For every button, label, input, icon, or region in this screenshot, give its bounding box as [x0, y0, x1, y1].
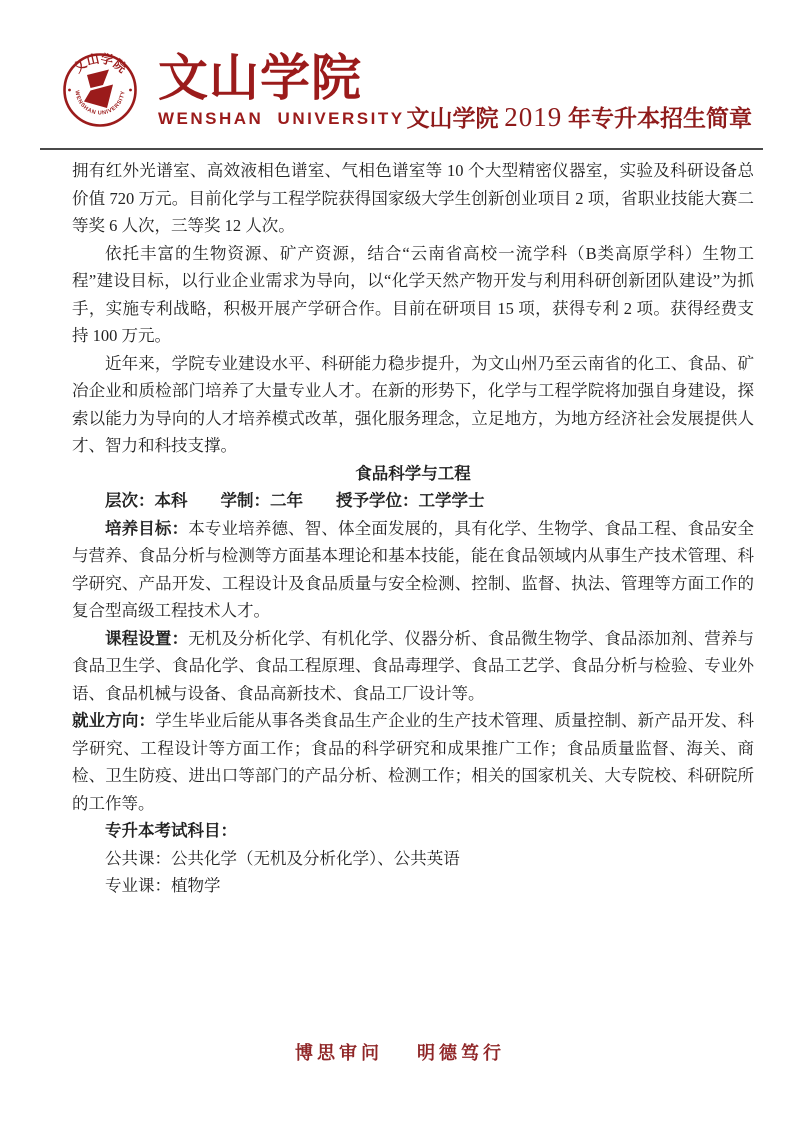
- program-meta-line: [72, 487, 754, 515]
- seal-left-dot: [68, 89, 71, 92]
- section-label: 课程设置：: [105, 628, 189, 648]
- section-text: 本专业培养德、智、体全面发展的，具有化学、生物学、食品工程、食品安全与营养、食品分析与检测等方面基本理论和基本技能，能在食品领域内从事生产技术管理、科学研究、产品开发、工程设计及食品质量与安全检测、控制、监督、执法、管理等方面工作的复合型高级工程技术人才。: [72, 518, 755, 620]
- meta-level-label: 层次：: [105, 491, 155, 510]
- meta-duration-label: 学制：: [220, 491, 270, 510]
- paragraph-text: 依托丰富的生物资源、矿产资源，结合“云南省高校一流学科（B类高原学科）生物工程”建设目标，以行业企业需求为导向，以“化学天然产物开发与利用科研创新团队建设”为抓手，实施专利战略，积极开展产学研合作。目前在研项目 15 项，获得专利 2 项。获得经费支持 100 万元。: [72, 243, 754, 345]
- section-label: 就业方向：: [72, 711, 156, 730]
- motto-right: 明德笃行: [417, 1043, 505, 1063]
- section-curriculum: [72, 625, 754, 708]
- section-label: 培养目标：: [105, 518, 189, 538]
- exam-subjects-heading: [72, 817, 754, 845]
- meta-degree: [336, 491, 485, 510]
- meta-degree-value: 工学学士: [418, 491, 485, 510]
- intro-paragraph-1: [72, 157, 754, 240]
- section-career-direction: [72, 707, 754, 817]
- intro-paragraph-2: [72, 240, 754, 350]
- meta-level-value: 本科: [154, 491, 188, 510]
- seal-emblem: [84, 70, 113, 109]
- seal-bottom-text: WENSHAN UNIVERSITY: [73, 90, 127, 117]
- section-training-objective: [72, 515, 754, 625]
- exam-item-value: 植物学: [171, 876, 221, 895]
- meta-duration-value: 二年: [270, 491, 303, 510]
- page-footer-motto: [0, 1041, 800, 1065]
- paragraph-text: 拥有红外光谱室、高效液相色谱室、气相色谱室等 10 个大型精密仪器室，实验及科研设备总价值 720 万元。目前化学与工程学院获得国家级大学生创新创业项目 2 项，省职业技能大赛二等奖 6 人次，三等奖 12 人次。: [72, 161, 754, 235]
- intro-paragraph-3: [72, 350, 754, 460]
- section-text: 无机及分析化学、有机化学、仪器分析、食品微生物学、食品添加剂、营养与食品卫生学、食品化学、食品工程原理、食品毒理学、食品工艺学、食品分析与检验、专业外语、食品机械与设备、食品高新技术、食品工厂设计等。: [72, 628, 755, 703]
- university-name-en: WENSHAN UNIVERSITY: [158, 109, 405, 128]
- exam-heading-label: 专升本考试科目：: [105, 821, 237, 840]
- university-name-cn: 文山学院: [158, 50, 362, 106]
- university-seal-icon: [60, 46, 140, 134]
- doc-title-year: 2019: [504, 102, 563, 132]
- header-rule: [40, 148, 763, 150]
- document-body: [72, 157, 754, 900]
- exam-item-label: 专业课：: [105, 876, 171, 895]
- meta-duration: [221, 491, 304, 510]
- program-title: 食品科学与工程: [355, 463, 471, 483]
- doc-title: [407, 102, 753, 134]
- seal-right-dot: [129, 89, 132, 92]
- meta-level: [105, 491, 188, 510]
- exam-item-value: 公共化学（无机及分析化学）、公共英语: [171, 848, 460, 868]
- university-logo: [158, 50, 418, 129]
- exam-public-course: [72, 845, 754, 873]
- seal-top-text: 文山学院: [70, 51, 130, 76]
- exam-item-label: 公共课：: [105, 848, 171, 868]
- motto-left: 博思审问: [295, 1043, 383, 1063]
- doc-title-suffix: 年专升本招生简章: [562, 106, 752, 131]
- meta-degree-label: 授予学位：: [336, 491, 419, 510]
- section-text: 学生毕业后能从事各类食品生产企业的生产技术管理、质量控制、新产品开发、科学研究、工程设计等方面工作；食品的科学研究和成果推广工作；食品质量监督、海关、商检、卫生防疫、进出口等部门的产品分析、检测工作；相关的国家机关、大专院校、科研院所的工作等。: [72, 711, 754, 813]
- doc-title-prefix: 文山学院: [406, 106, 505, 131]
- paragraph-text: 近年来，学院专业建设水平、科研能力稳步提升，为文山州乃至云南省的化工、食品、矿冶企业和质检部门培养了大量专业人才。在新的形势下，化学与工程学院将加强自身建设，探索以能力为导向的人才培养模式改革，强化服务理念，立足地方，为地方经济社会发展提供人才、智力和科技支撑。: [72, 353, 754, 455]
- exam-major-course: [72, 872, 754, 900]
